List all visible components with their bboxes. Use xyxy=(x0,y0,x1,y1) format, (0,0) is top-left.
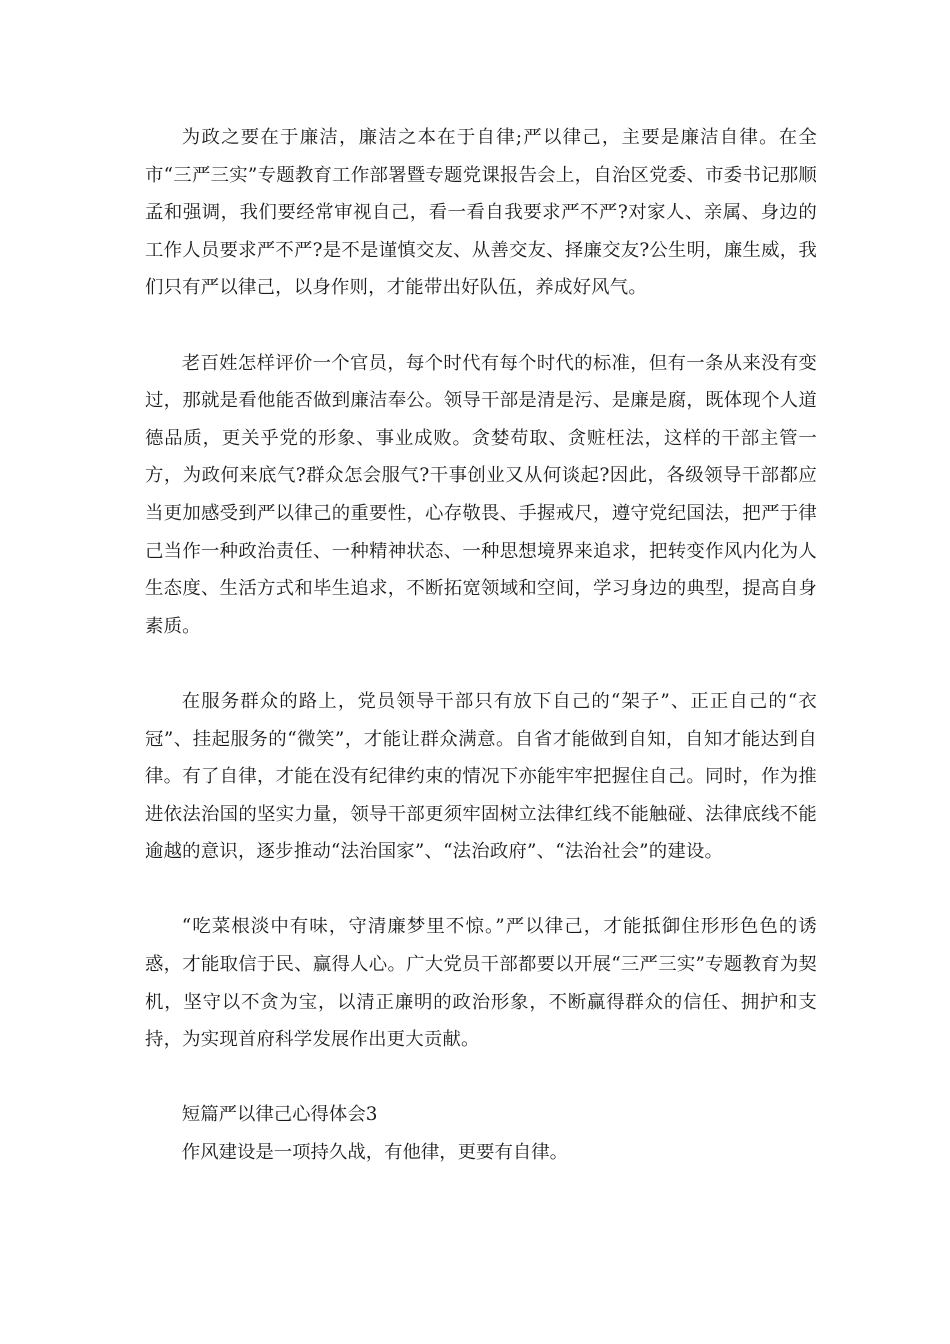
paragraph-gap xyxy=(145,645,817,683)
paragraph-4: “吃菜根淡中有味，守清廉梦里不惊。”严以律己，才能抵御住形形色色的诱惑，才能取信于民、赢得人心。广大党员干部都要以开展“三严三实”专题教育为契机，坚守以不贪为宝，以清正廉明的政治形象，不断赢得群众的信任、拥护和支持，为实现首府科学发展作出更大贡献。 xyxy=(145,916,817,1051)
paragraph-1: 为政之要在于廉洁，廉洁之本在于自律;严以律己，主要是廉洁自律。在全市“三严三实”专题教育工作部署暨专题党课报告会上，自治区党委、市委书记那顺孟和强调，我们要经常审视自己，看一看自我要求严不严?对家人、亲属、身边的工作人员要求严不严?是不是谨慎交友、从善交友、择廉交友?公生明，廉生威，我们只有严以律己，以身作则，才能带出好队伍，养成好风气。 xyxy=(145,127,817,299)
paragraph-gap xyxy=(145,1059,817,1097)
paragraph-3: 在服务群众的路上，党员领导干部只有放下自己的“架子”、正正自己的“衣冠”、挂起服务的“微笑”，才能让群众满意。自省才能做到自知，自知才能达到自律。有了自律，才能在没有纪律约束的情况下亦能牢牢把握住自己。同时，作为推进依法治国的坚实力量，领导干部更须牢固树立法律红线不能触碰、法律底线不能逾越的意识，逐步推动“法治国家”、“法治政府”、“法治社会”的建设。 xyxy=(145,690,817,863)
closing-line: 作风建设是一项持久战，有他律，更要有自律。 xyxy=(181,1142,569,1164)
paragraph-gap xyxy=(145,871,817,909)
section-heading: 短篇严以律己心得体会3 xyxy=(181,1104,378,1126)
paragraph-2: 老百姓怎样评价一个官员，每个时代有每个时代的标准，但有一条从来没有变过，那就是看他能否做到廉洁奉公。领导干部是清是污、是廉是腐，既体现个人道德品质，更关乎党的形象、事业成败。贪婪苟取、贪赃枉法，这样的干部主管一方，为政何来底气?群众怎会服气?干事创业又从何谈起?因此，各级领导干部都应当更加感受到严以律己的重要性，心存敬畏、手握戒尺，遵守党纪国法，把严于律己当作一种政治责任、一种精神状态、一种思想境界来追求，把转变作风内化为人生态度、生活方式和毕生追求，不断拓宽领域和空间，学习身边的典型，提高自身素质。 xyxy=(145,352,817,637)
paragraph-gap xyxy=(145,307,817,345)
document-body xyxy=(145,119,817,1172)
